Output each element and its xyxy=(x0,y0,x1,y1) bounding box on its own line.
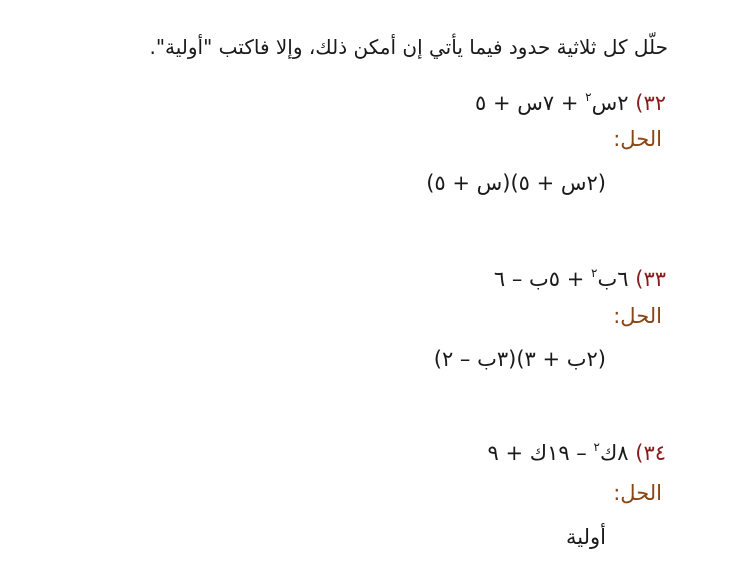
solution-label: الحل: xyxy=(613,127,662,151)
answer-33: (٢ب + ٣)(٣ب – ٢) xyxy=(433,347,606,371)
problem-number: ٣٣) xyxy=(635,267,666,291)
expression-term: ٢س xyxy=(591,91,629,115)
problem-32-expression xyxy=(475,82,666,118)
expression-term: ٨ك xyxy=(599,441,629,465)
solution-label: الحل: xyxy=(613,304,662,328)
expression-rest: + ٥ب – ٦ xyxy=(493,267,585,291)
problem-number: ٣٤) xyxy=(635,441,666,465)
exponent: ٢ xyxy=(591,266,598,280)
answer-32: (٢س + ٥)(س + ٥) xyxy=(426,171,606,195)
expression-term: ٦ب xyxy=(597,267,629,291)
exponent: ٢ xyxy=(593,440,600,454)
expression-rest: – ١٩ك + ٩ xyxy=(487,441,587,465)
problem-33-expression xyxy=(494,258,666,294)
instruction-text: حلّل كل ثلاثية حدود فيما يأتي إن أمكن ذلك، وإلا فاكتب "أولية". xyxy=(149,35,668,59)
problem-34-expression xyxy=(488,432,666,468)
problem-number: ٣٢) xyxy=(635,91,666,115)
answer-34: أولية xyxy=(566,525,606,549)
solution-label: الحل: xyxy=(613,481,662,505)
expression-rest: + ٧س + ٥ xyxy=(475,91,579,115)
exponent: ٢ xyxy=(585,90,592,104)
